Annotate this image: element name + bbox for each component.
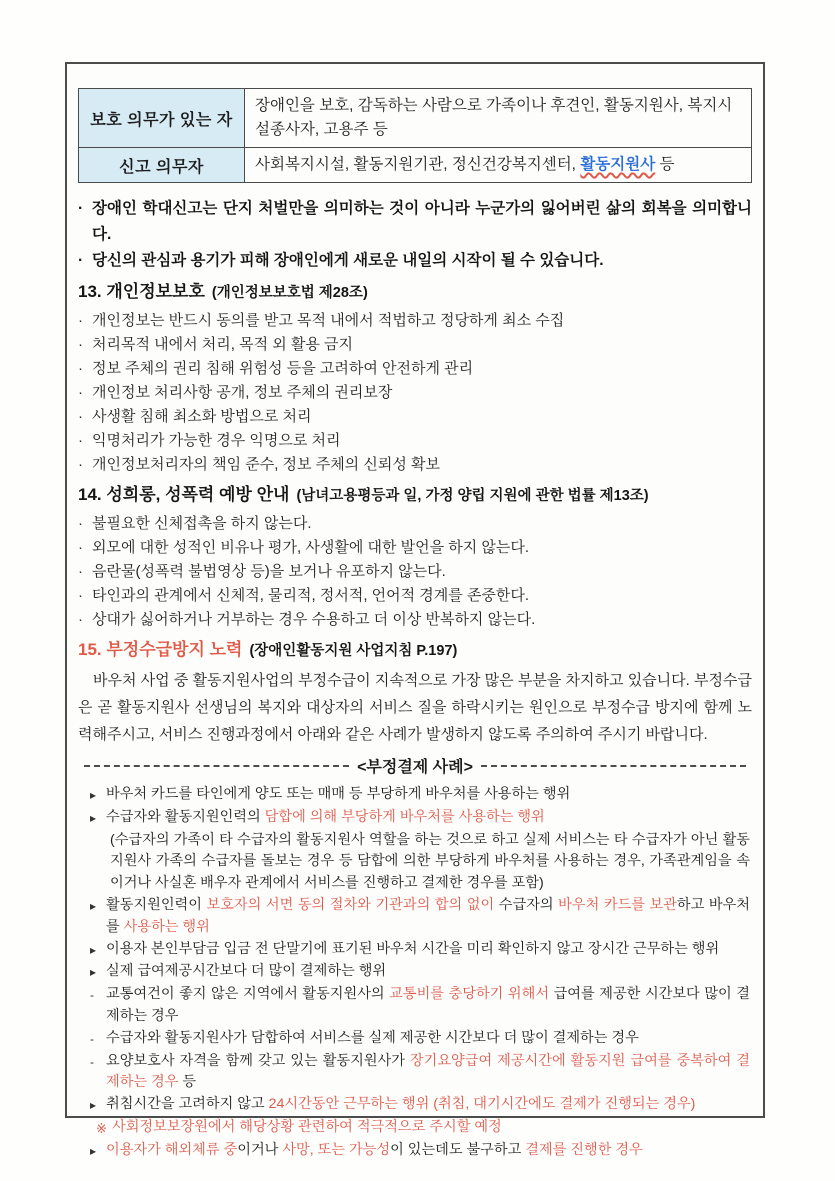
intro-bullet-list [78,196,752,274]
bullet-line [78,429,752,453]
duty-table-content-cell [245,148,752,183]
note-marker: ※ [96,1121,107,1136]
triangle-bullet-marker: - [90,988,94,1003]
bullet-line [78,512,752,536]
bullet-dot-marker: · [78,456,83,474]
fraud-case-list [78,784,752,1163]
bullet-text: 음란물(성폭력 불법영상 등)을 보거나 유포하지 않는다. [92,563,446,581]
fraud-case-text [106,784,750,807]
bullet-text: 개인정보처리자의 책임 준수, 정보 주체의 신뢰성 확보 [92,456,440,474]
triangle-bullet-marker: ▸ [90,1143,97,1158]
table-row [79,148,752,183]
section-subtitle: (남녀고용평등과 일, 가정 양립 지원에 관한 법률 제13조) [296,488,649,505]
triangle-bullet-marker: ▸ [90,965,97,980]
triangle-bullet-marker: ▸ [90,1098,97,1113]
bullet-line [78,584,752,608]
fraud-case-text [106,1028,750,1051]
highlighted-link-text: 활동지원사 [580,156,656,174]
section-15-paragraph: 바우처 사업 중 활동지원사업의 부정수급이 지속적으로 가장 많은 부분을 차지하고 있습니다. 부정수급은 곧 활동지원사 선생님의 복지와 대상자의 서비스 질을 하락시키는 원인으로 부정수급 방지에 함께 노력해주시고, 서비스 진행과정에서 아래와 같은 사례가 발생하지 않도록 주의하여 주시기 바랍니다. [78,672,752,744]
fraud-case-text [106,939,750,962]
fraud-case-line [90,1140,750,1163]
bullet-dot-marker: · [78,384,83,402]
text-segment: 이거나 [237,1141,283,1158]
bullet-dot-marker: · [78,563,83,581]
text-segment: 24시간동안 근무하는 행위 (취침, 대기시간에도 결제가 진행되는 경우) [268,1096,696,1113]
section-subtitle: (장애인활동지원 사업지침 P.197) [249,643,458,660]
page-border-frame [65,62,765,1158]
text-segment: 취침시간을 고려하지 않고 [106,1096,269,1113]
triangle-bullet-marker: ▸ [90,942,97,957]
text-segment: 활동지원인력이 [106,897,207,914]
bullet-dot-marker: · [78,539,83,557]
text-segment: 요양보호사 자격을 함께 갖고 있는 활동지원사가 [106,1052,410,1069]
bullet-dot-marker: · [78,252,84,270]
duty-table [78,88,752,183]
text-segment: 결제를 진행한 경우 [525,1141,643,1158]
bullet-line [78,309,752,333]
triangle-bullet-marker: - [90,1054,94,1069]
bullet-line [78,333,752,357]
bullet-dot-marker: · [78,200,84,218]
fraud-case-text [106,1051,750,1095]
triangle-bullet-marker: ▸ [90,810,97,825]
text-segment: 이 있는데도 불구하고 [390,1141,526,1158]
fraud-case-text [106,895,750,939]
fraud-case-text [106,1140,750,1163]
bullet-line [78,608,752,632]
text-segment: 등 [178,1074,197,1091]
bullet-text: 개인정보 처리사항 공개, 정보 주체의 권리보장 [92,384,393,402]
fraud-case-line [90,984,750,1028]
bullet-dot-marker: · [78,336,83,354]
text-segment: (수급자의 가족이 타 수급자의 활동지원사 역할을 하는 것으로 하고 실제 서비스는 타 수급자가 아닌 활동지원사 가족의 수급자를 돌보는 경우 등 담합에 의한 부당하게 바우처를 사용하는 경우, 가족관계임을 속이거나 사실혼 배우자 관계에서 서비스를 진행하고 결제한 경우를 포함) [110,831,750,892]
fraud-case-line [90,895,750,939]
bullet-line [78,453,752,477]
section-title: 14. 성희롱, 성폭력 예방 안내 [78,485,290,505]
triangle-bullet-marker [94,830,110,895]
section-15-heading [78,636,752,665]
bullet-text: 상대가 싫어하거나 거부하는 경우 수용하고 더 이상 반복하지 않는다. [92,611,536,629]
bullet-text: 익명처리가 가능한 경우 익명으로 처리 [92,432,341,450]
divider-dash-line [481,765,746,767]
fraud-case-line [90,1094,750,1117]
text-segment: 교통여건이 좋지 않은 지역에서 활동지원사의 [106,986,390,1003]
text-segment: 바우처 카드를 타인에게 양도 또는 매매 등 부당하게 바우처를 사용하는 행위 [106,786,571,803]
section-subtitle: (개인정보보호법 제28조) [211,285,368,302]
fraud-cases-header: <부정결제 사례> [357,759,473,777]
bullet-line [78,196,752,248]
text-segment: 이용자 본인부담금 입금 전 단말기에 표기된 바우처 시간을 미리 확인하지 않고 장시간 근무하는 행위 [106,940,720,957]
fraud-case-line [90,939,750,962]
fraud-case-line [90,961,750,984]
bullet-text: 처리목적 내에서 처리, 목적 외 활용 금지 [92,336,354,354]
section-14-bullet-list [78,512,752,632]
text-segment: 수급자와 활동지원사가 담합하여 서비스를 실제 제공한 시간보다 더 많이 결제하는 경우 [106,1029,639,1046]
text-segment: 장애인을 보호, 감독하는 사람으로 가족이나 후견인, 활동지원사, 복지시설종사자, 고용주 등 [255,97,733,139]
text-segment: 이용자가 해외체류 중 [106,1141,238,1158]
bullet-dot-marker: · [78,587,83,605]
fraud-case-text [106,807,750,830]
duty-table-label-cell: 신고 의무자 [79,148,245,183]
text-segment: 장기요양급여 제공시간에 활동지원 급여를 중복하여 결제하는 경우 [106,1052,750,1091]
fraud-case-line [90,807,750,830]
bullet-text: 사생활 침해 최소화 방법으로 처리 [92,408,312,426]
triangle-bullet-marker: - [90,1031,94,1046]
bullet-text: 외모에 대한 성적인 비유나 평가, 사생활에 대한 발언을 하지 않는다. [92,539,530,557]
section-13-heading [78,278,752,307]
divider-dash-line [84,765,349,767]
text-segment: 수급자와 활동지원인력의 [106,808,265,825]
text-segment: 교통비를 충당하기 위해서 [389,986,550,1003]
text-segment: 사회정보보장원에서 해당상황 관련하여 적극적으로 주시할 예정 [112,1119,502,1135]
text-segment: 사망, 또는 가능성 [282,1141,391,1158]
fraud-case-text [112,1117,750,1140]
bullet-dot-marker: · [78,515,83,533]
text-segment: 보호자의 서면 동의 절차와 기관과의 합의 없이 [206,897,499,914]
text-segment: 사용하는 행위 [123,918,210,935]
text-segment: 급여를 제공한 시간보다 많이 결제하는 경우 [106,986,750,1025]
section-13-bullet-list [78,309,752,477]
table-row [79,89,752,148]
bullet-line [78,405,752,429]
bullet-text: 타인과의 관계에서 신체적, 물리적, 정서적, 언어적 경계를 존중한다. [92,587,530,605]
fraud-cases-divider [84,754,746,777]
duty-table-content-cell [245,89,752,148]
fraud-case-line [90,1028,750,1051]
text-segment: 하고 바우처를 [106,897,750,935]
bullet-text: 장애인 학대신고는 단지 처벌만을 의미하는 것이 아니라 누군가의 잃어버린 삶의 회복을 의미합니다. [92,200,752,244]
duty-table-label-cell: 보호 의무가 있는 자 [79,89,245,148]
text-segment: 바우처 카드를 보관 [558,897,677,914]
section-14-heading [78,481,752,510]
bullet-line [78,248,752,274]
bullet-line [78,560,752,584]
bullet-dot-marker: · [78,408,83,426]
fraud-case-line [90,1051,750,1095]
fraud-case-text [106,1094,750,1117]
section-title: 13. 개인정보보호 [78,282,205,302]
bullet-line [78,357,752,381]
fraud-case-line [90,784,750,807]
section-title: 15. 부정수급방지 노력 [78,640,243,660]
text-segment: 등 [655,156,675,174]
bullet-dot-marker: · [78,611,83,629]
bullet-dot-marker: · [78,312,83,330]
bullet-text: 불필요한 신체접촉을 하지 않는다. [92,515,312,533]
text-segment: 담합에 의해 부당하게 바우처를 사용하는 행위 [264,808,545,825]
bullet-dot-marker: · [78,432,83,450]
bullet-dot-marker: · [78,360,83,378]
text-segment: 실제 급여제공시간보다 더 많이 결제하는 행위 [106,963,387,980]
fraud-case-line [90,830,750,895]
text-segment: 수급자의 [498,897,559,914]
bullet-line [78,381,752,405]
triangle-bullet-marker: ▸ [90,899,97,914]
bullet-text: 당신의 관심과 용기가 피해 장애인에게 새로운 내일의 시작이 될 수 있습니다. [92,252,604,270]
fraud-case-text [106,984,750,1028]
text-segment: 사회복지시설, 활동지원기관, 정신건강복지센터, [255,156,581,174]
triangle-bullet-marker: ▸ [90,788,97,803]
bullet-line [78,536,752,560]
bullet-text: 개인정보는 반드시 동의를 받고 목적 내에서 적법하고 정당하게 최소 수집 [92,312,565,330]
bullet-text: 정보 주체의 권리 침해 위험성 등을 고려하여 안전하게 관리 [92,360,474,378]
fraud-case-text [106,961,750,984]
fraud-case-text [110,830,750,895]
fraud-case-line [90,1117,750,1140]
